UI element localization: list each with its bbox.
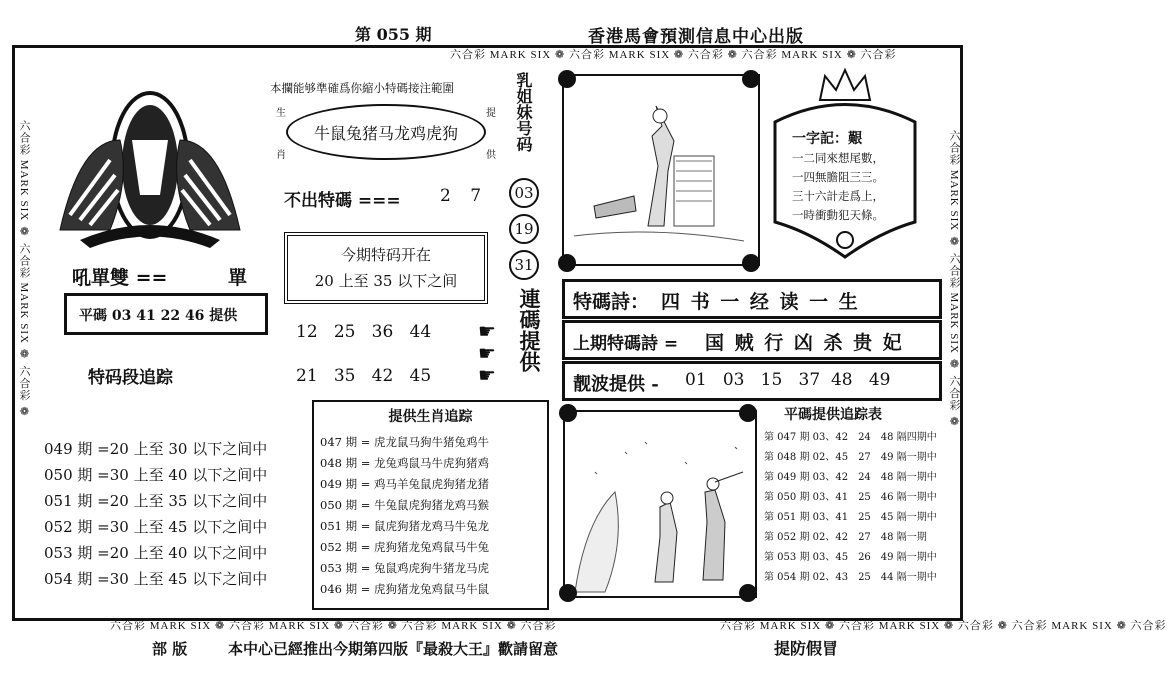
- poem-text: 四 书 一 经 读 一 生: [661, 291, 860, 313]
- plain-codes-text: 平碼 03 41 22 46 提供: [79, 308, 238, 324]
- last-poem-text: 国 贼 行 凶 杀 贵 妃: [705, 332, 904, 354]
- corner-dot: [559, 584, 577, 602]
- odd-even-value: 單: [228, 267, 248, 289]
- brand-strip-right: 六合彩 MARK SIX ❁ 六合彩 MARK SIX ❁ 六合彩 ❁: [948, 130, 960, 430]
- not-out-values: 2 7: [440, 186, 482, 206]
- brand-strip-bottom-right: 六合彩 MARK SIX ❁ 六合彩 MARK SIX ❁ 六合彩 ❁ 六合彩 MARK SIX ❁ 六合彩: [720, 620, 1167, 632]
- last-poem-box: [562, 320, 942, 360]
- corner-dot: [742, 70, 760, 88]
- segment-row: 052 期 =30 上至 45 以下之间中: [44, 518, 268, 536]
- corner-dot: [739, 404, 757, 422]
- corner-dot: [559, 404, 577, 422]
- brand-strip-bottom: 六合彩 MARK SIX ❁ 六合彩 MARK SIX ❁ 六合彩 ❁ 六合彩 MARK SIX ❁ 六合彩: [110, 620, 557, 632]
- zodiac-track-title: 提供生肖追踪: [388, 409, 473, 425]
- brand-strip-top: 六合彩 MARK SIX ❁ 六合彩 MARK SIX ❁ 六合彩 ❁ 六合彩 MARK SIX ❁ 六合彩: [450, 49, 897, 61]
- corner-dot: [558, 70, 576, 88]
- issue-number: 第 055 期: [355, 25, 432, 44]
- hand-icon: ☛ ☛ ☛: [478, 319, 496, 387]
- zebra-emblem: [40, 80, 260, 250]
- segment-title: 特码段追踪: [88, 368, 173, 388]
- plain-track-row: 第 053 期 03、45 26 49 隔一期中: [764, 552, 937, 563]
- plain-track-row: 第 054 期 02、43 25 44 隔一期中: [764, 572, 937, 583]
- zodiac-track-row: 049 期 = 鸡马羊兔鼠虎狗猪龙猪: [320, 477, 490, 491]
- range-line2: 20 上至 35 以下之间: [314, 272, 458, 290]
- plain-track-row: 第 051 期 03、41 25 45 隔一期中: [764, 512, 937, 523]
- last-poem-label: 上期特碼詩 =: [573, 334, 679, 354]
- odd-even-label: 吼單雙 ==: [72, 267, 168, 289]
- segment-row: 053 期 =20 上至 40 以下之间中: [44, 544, 268, 562]
- zodiac-side-right-top: 提: [486, 108, 496, 119]
- sister-number: 19: [509, 214, 539, 244]
- plain-track-row: 第 049 期 03、42 24 48 隔一期中: [764, 472, 937, 483]
- illustration-bottom: [563, 410, 757, 598]
- zodiac-oval: [286, 104, 486, 160]
- publisher-name: 香港馬會預測信息中心出版: [588, 27, 804, 47]
- segment-row: 054 期 =30 上至 45 以下之间中: [44, 570, 268, 588]
- zodiac-track-row: 051 期 = 鼠虎狗猪龙鸡马牛兔龙: [320, 519, 490, 533]
- sister-number: 31: [509, 250, 539, 280]
- zodiac-track-row: 050 期 = 牛兔鼠虎狗猪龙鸡马猴: [320, 498, 490, 512]
- wave-label: 靓波提供 -: [573, 374, 659, 395]
- number-row: 21 35 42 45: [296, 366, 432, 386]
- zodiac-track-row: 047 期 = 虎龙鼠马狗牛猪兔鸡牛: [320, 435, 490, 449]
- riddle-line: 一四無膽阻三三。: [792, 170, 884, 184]
- zodiac-side-right-bottom: 供: [486, 150, 496, 161]
- riddle-line: 一時衝動犯天條。: [792, 208, 884, 222]
- plain-track-row: 第 050 期 03、41 25 46 隔一期中: [764, 492, 937, 503]
- riddle-title: 一字記：艱: [792, 131, 862, 147]
- plain-track-title: 平碼提供追踪表: [784, 407, 882, 423]
- range-box: [284, 232, 488, 304]
- corner-dot: [558, 254, 576, 272]
- segment-row: 051 期 =20 上至 35 以下之间中: [44, 492, 268, 510]
- poem-box: [562, 279, 942, 319]
- riddle-panel: [770, 62, 920, 266]
- zodiac-track-row: 053 期 = 兔鼠鸡虎狗牛猪龙马虎: [320, 561, 490, 575]
- riddle-line: 一二同來想尾數，: [792, 151, 884, 165]
- wave-box: [562, 361, 942, 401]
- zodiac-list: 牛鼠兔猪马龙鸡虎狗: [313, 124, 458, 143]
- wave-numbers: 01 03 15 37 48 49: [685, 370, 891, 390]
- zodiac-track-row: 052 期 = 虎狗猪龙兔鸡鼠马牛兔: [320, 540, 490, 554]
- illustration-top: [562, 74, 760, 266]
- footer-right: 提防假冒: [774, 639, 839, 658]
- zodiac-side-left-top: 生: [276, 108, 286, 119]
- zodiac-track-row: 046 期 = 虎狗猪龙兔鸡鼠马牛鼠: [320, 582, 490, 596]
- footer-main: 本中心已經推出今期第四版『最殺大王』歡請留意: [228, 640, 559, 658]
- plain-codes-box: [64, 293, 268, 335]
- plain-track: [762, 404, 942, 584]
- range-line1: 今期特码开在: [340, 246, 431, 264]
- riddle-line: 三十六計走爲上，: [792, 189, 884, 203]
- plain-track-row: 第 048 期 02、45 27 49 隔一期中: [764, 452, 937, 463]
- link-code-title: 連碼提供: [517, 288, 542, 372]
- plain-track-row: 第 052 期 02、42 27 48 隔一期: [764, 532, 927, 543]
- segment-row: 049 期 =20 上至 30 以下之间中: [44, 440, 268, 458]
- brand-strip-left: 六合彩 MARK SIX ❁ 六合彩 MARK SIX ❁ 六合彩 ❁: [18, 120, 30, 420]
- poem-label: 特碼詩：: [573, 291, 650, 313]
- zodiac-track-box: [312, 400, 549, 610]
- sister-title: 乳姐妹号码: [514, 72, 533, 152]
- zodiac-side-left-bottom: 肖: [276, 150, 286, 161]
- plain-track-row: 第 047 期 03、42 24 48 隔四期中: [764, 432, 937, 443]
- zodiac-track-row: 048 期 = 龙兔鸡鼠马牛虎狗猪鸡: [320, 456, 490, 470]
- footer-left: 部 版: [152, 640, 188, 658]
- corner-dot: [742, 254, 760, 272]
- number-row: 12 25 36 44: [296, 322, 432, 342]
- zodiac-intro: 本攔能够準確爲你縮小特碼接注範圍: [270, 81, 454, 95]
- not-out-label: 不出特碼 ===: [284, 191, 401, 211]
- sister-number: 03: [509, 178, 539, 208]
- segment-row: 050 期 =30 上至 40 以下之间中: [44, 466, 268, 484]
- corner-dot: [739, 584, 757, 602]
